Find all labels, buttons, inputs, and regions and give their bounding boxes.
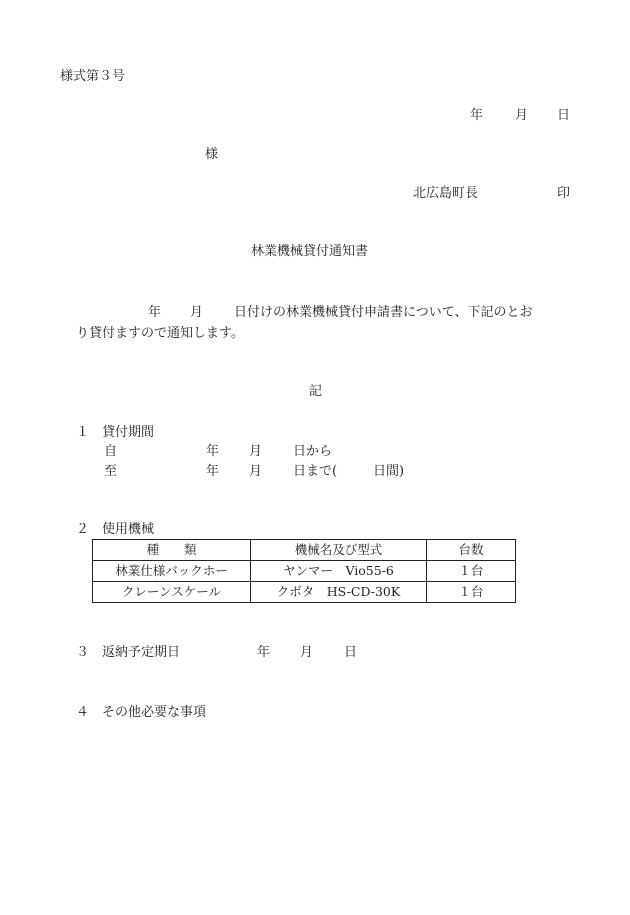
table-header-row [93, 540, 516, 561]
date-year: 年 [470, 108, 484, 123]
section4-heading: ４ その他必要な事項 [76, 705, 207, 720]
to-month: 月 [249, 464, 263, 479]
body-month: 月 [190, 305, 204, 320]
table-row [93, 582, 516, 603]
return-month: 月 [300, 645, 314, 660]
header-type: 種 類 [93, 540, 251, 561]
from-day: 日から [293, 444, 333, 459]
to-year: 年 [206, 464, 220, 479]
machine-table [92, 539, 516, 603]
seal-mark: 印 [557, 186, 571, 201]
date-month: 月 [515, 108, 529, 123]
return-day: 日 [344, 645, 358, 660]
cell-count: １台 [427, 561, 516, 582]
document-title: 林業機械貸付通知書 [251, 244, 369, 259]
from-month: 月 [249, 444, 263, 459]
ki-label: 記 [309, 384, 323, 399]
header-model: 機械名及び型式 [251, 540, 427, 561]
cell-model: ヤンマー Vio55-6 [251, 561, 427, 582]
header-count: 台数 [427, 540, 516, 561]
table-row [93, 561, 516, 582]
to-label: 至 [104, 464, 118, 479]
cell-model: クボタ HS-CD-30K [251, 582, 427, 603]
cell-count: １台 [427, 582, 516, 603]
date-day: 日 [557, 108, 571, 123]
return-year: 年 [257, 645, 271, 660]
form-number: 様式第３号 [60, 69, 126, 84]
from-year: 年 [206, 444, 220, 459]
to-days: 日間) [373, 464, 405, 479]
section1-heading: １ 貸付期間 [76, 425, 155, 440]
sender-name: 北広島町長 [413, 186, 479, 201]
body-line1: 日付けの林業機械貸付申請書について、下記のとお [234, 305, 533, 320]
cell-type: 林業仕様バックホー [93, 561, 251, 582]
section3-heading: ３ 返納予定期日 [76, 645, 181, 660]
from-label: 自 [104, 444, 118, 459]
body-line2: り貸付ますので通知します。 [76, 326, 244, 341]
body-year: 年 [148, 305, 162, 320]
addressee-honorific: 様 [205, 147, 219, 162]
to-day: 日まで( [293, 464, 338, 479]
section2-heading: ２ 使用機械 [76, 522, 155, 537]
cell-type: クレーンスケール [93, 582, 251, 603]
